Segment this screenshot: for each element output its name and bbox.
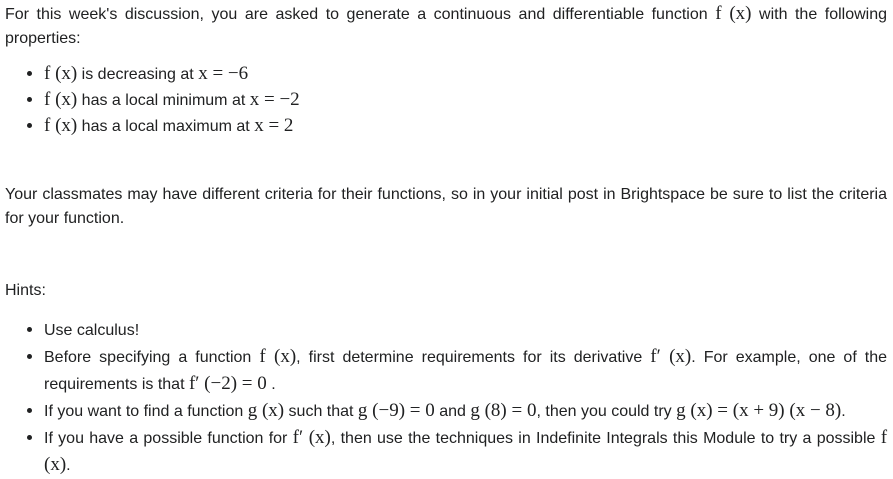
math-f-of-x: f (x) <box>715 3 752 24</box>
math-f-of-x: f (x) <box>44 63 78 84</box>
property-text: is decreasing at <box>77 66 199 83</box>
math-condition: x = 2 <box>254 115 294 136</box>
properties-list <box>5 61 887 139</box>
hint-text: . <box>66 457 71 474</box>
hint-text: . <box>266 376 276 393</box>
list-item <box>44 61 887 87</box>
math-g-of-x: g (x) <box>247 400 285 421</box>
hint-text: If you have a possible function for <box>44 430 293 447</box>
math-f-of-x: f (x) <box>259 346 297 367</box>
hints-list <box>5 317 887 479</box>
hint-item <box>44 398 887 425</box>
hint-text: Use calculus! <box>44 322 140 339</box>
intro-paragraph <box>5 2 887 51</box>
criteria-paragraph: Your classmates may have different criteria for their functions, so in your initial post in Brightspace be sure to list the criteria for your function. <box>5 186 887 227</box>
spacer <box>5 139 887 183</box>
math-g-condition: g (−9) = 0 <box>357 400 435 421</box>
intro-text-after: with the following properties: <box>5 6 888 47</box>
hint-item <box>44 344 887 398</box>
hint-text: . For example, one of the requirements is that <box>44 349 888 393</box>
math-f-prime-of-x: f′ (x) <box>292 427 331 448</box>
hint-item <box>44 317 887 344</box>
hints-label: Hints: <box>5 282 46 299</box>
math-f-of-x: f (x) <box>44 427 888 475</box>
hint-text: , first determine requirements for its derivative <box>296 349 651 366</box>
intro-text-before: For this week's discussion, you are asked to generate a continuous and differentiable function <box>5 6 716 23</box>
hint-text: such that <box>284 403 358 420</box>
hint-text: Before specifying a function <box>44 349 260 366</box>
list-item <box>44 113 887 139</box>
list-item <box>44 87 887 113</box>
spacer <box>5 231 887 279</box>
hint-text: . <box>841 403 846 420</box>
hint-text: and <box>434 403 471 420</box>
math-f-prime-condition: f′ (−2) = 0 <box>188 373 267 394</box>
hint-item <box>44 425 887 479</box>
math-condition: x = −2 <box>249 89 300 110</box>
math-g-definition: g (x) = (x + 9) (x − 8) <box>676 400 842 421</box>
property-text: has a local maximum at <box>77 118 255 135</box>
math-f-of-x: f (x) <box>44 89 78 110</box>
math-f-prime-of-x: f′ (x) <box>650 346 692 367</box>
hint-text: , then use the techniques in Indefinite Integrals this Module to try a possible <box>330 430 881 447</box>
hint-text: , then you could try <box>536 403 677 420</box>
math-f-of-x: f (x) <box>44 115 78 136</box>
math-condition: x = −6 <box>198 63 249 84</box>
math-g-condition: g (8) = 0 <box>470 400 537 421</box>
hint-text: If you want to find a function <box>44 403 248 420</box>
property-text: has a local minimum at <box>77 92 250 109</box>
